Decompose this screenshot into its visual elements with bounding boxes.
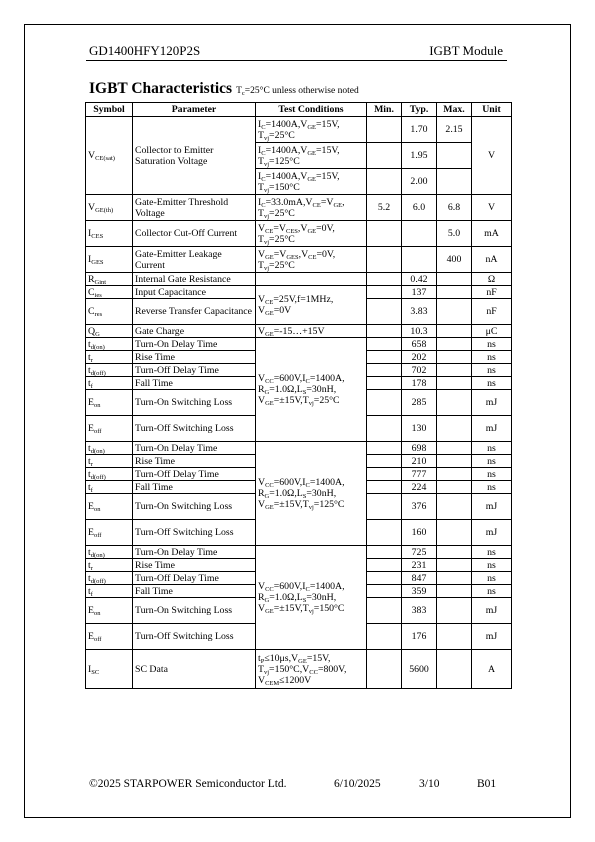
- min-cell: [367, 377, 402, 390]
- max-cell: 400: [437, 247, 472, 273]
- symbol-cell: $R_{Gint}$: [86, 273, 133, 286]
- min-cell: [367, 494, 402, 520]
- max-cell: [437, 364, 472, 377]
- table-row: [86, 117, 512, 143]
- max-cell: [437, 273, 472, 286]
- typ-cell: 3.83: [402, 299, 437, 325]
- switching-section: [86, 338, 512, 650]
- max-cell: [437, 624, 472, 650]
- symbol-cell: $Q_G$: [86, 325, 133, 338]
- col-typ: Typ.: [402, 103, 437, 117]
- table-row: [86, 195, 512, 221]
- symbol-cell: $E_{on}$: [86, 494, 133, 520]
- symbol-cell: $t_{d(on)}$: [86, 338, 133, 351]
- min-cell: [367, 559, 402, 572]
- unit-cell: ns: [472, 546, 512, 559]
- typ-cell: 1.70: [402, 117, 437, 143]
- unit-cell: nF: [472, 299, 512, 325]
- symbol-cell: $t_r$: [86, 455, 133, 468]
- parameter-cell: Rise Time: [133, 455, 256, 468]
- typ-cell: 777: [402, 468, 437, 481]
- parameter-cell: Gate-Emitter Threshold Voltage: [133, 195, 256, 221]
- condition-cell: $I_C=1400A,V_{GE}=15V$, $T_{vj}=125^\circ C$: [256, 143, 367, 169]
- typ-cell: 725: [402, 546, 437, 559]
- typ-cell: [402, 221, 437, 247]
- footer-copyright: ©2025 STARPOWER Semiconductor Ltd.: [89, 778, 287, 790]
- typ-cell: 2.00: [402, 169, 437, 195]
- min-cell: [367, 169, 402, 195]
- condition-cell: $V_{CE}=25V,f=1MHz$, $V_{GE}=0V$: [256, 286, 367, 325]
- min-cell: [367, 117, 402, 143]
- unit-cell: mJ: [472, 520, 512, 546]
- condition-cell: $t_P\le 10\mu s,V_{GE}=15V$, $T_{vj}=150^\circ C,V_{CC}=800V$, $V_{CEM}\le 1200V$: [256, 650, 367, 689]
- table-row: [86, 650, 512, 689]
- footer-revision: B01: [477, 778, 497, 790]
- symbol-cell: $V_{GE(th)}$: [86, 195, 133, 221]
- min-cell: [367, 390, 402, 416]
- symbol-cell: $t_r$: [86, 559, 133, 572]
- symbol-cell: $t_r$: [86, 351, 133, 364]
- table-row: [86, 325, 512, 338]
- table-row: [86, 546, 512, 559]
- symbol-cell: $t_f$: [86, 377, 133, 390]
- max-cell: [437, 169, 472, 195]
- min-cell: [367, 520, 402, 546]
- symbol-cell: $t_f$: [86, 481, 133, 494]
- min-cell: [367, 572, 402, 585]
- symbol-cell: $I_{CES}$: [86, 221, 133, 247]
- unit-cell: mJ: [472, 494, 512, 520]
- typ-cell: 178: [402, 377, 437, 390]
- typ-cell: 359: [402, 585, 437, 598]
- table-row: [86, 273, 512, 286]
- unit-cell: ns: [472, 338, 512, 351]
- parameter-cell: Turn-On Delay Time: [133, 338, 256, 351]
- unit-cell: nA: [472, 247, 512, 273]
- parameter-cell: Fall Time: [133, 481, 256, 494]
- typ-cell: 202: [402, 351, 437, 364]
- min-cell: [367, 143, 402, 169]
- max-cell: [437, 286, 472, 299]
- max-cell: [437, 377, 472, 390]
- min-cell: [367, 650, 402, 689]
- condition-cell: $V_{GE}=-15\dots+15V$: [256, 325, 367, 338]
- min-cell: [367, 442, 402, 455]
- condition-cell: $V_{GE}=V_{GES},V_{CE}=0V$, $T_{vj}=25^\circ C$: [256, 247, 367, 273]
- unit-cell: ns: [472, 364, 512, 377]
- symbol-cell: $t_{d(off)}$: [86, 572, 133, 585]
- symbol-cell: $E_{on}$: [86, 598, 133, 624]
- symbol-cell: $E_{on}$: [86, 390, 133, 416]
- typ-cell: 6.0: [402, 195, 437, 221]
- min-cell: [367, 455, 402, 468]
- min-cell: [367, 247, 402, 273]
- parameter-cell: Turn-On Switching Loss: [133, 390, 256, 416]
- unit-cell: nF: [472, 286, 512, 299]
- part-number: GD1400HFY120P2S: [89, 43, 201, 58]
- min-cell: [367, 221, 402, 247]
- symbol-cell: $C_{ies}$: [86, 286, 133, 299]
- parameter-cell: Turn-Off Delay Time: [133, 364, 256, 377]
- table-header-row: [86, 103, 512, 117]
- min-cell: [367, 364, 402, 377]
- unit-cell: mJ: [472, 416, 512, 442]
- min-cell: [367, 286, 402, 299]
- condition-cell: $V_{CE}=V_{CES},V_{GE}=0V$, $T_{vj}=25^\circ C$: [256, 221, 367, 247]
- max-cell: [437, 416, 472, 442]
- typ-cell: 176: [402, 624, 437, 650]
- min-cell: [367, 624, 402, 650]
- max-cell: 5.0: [437, 221, 472, 247]
- min-cell: [367, 416, 402, 442]
- typ-cell: 285: [402, 390, 437, 416]
- max-cell: [437, 559, 472, 572]
- typ-cell: 5600: [402, 650, 437, 689]
- condition-cell: $V_{CC}=600V,I_C=1400A$, $R_G=1.0\Omega,L_S=30nH$, $V_{GE}=\pm 15V,T_{vj}=25^\circ C$: [256, 338, 367, 442]
- max-cell: [437, 351, 472, 364]
- unit-cell: μC: [472, 325, 512, 338]
- unit-cell: A: [472, 650, 512, 689]
- symbol-cell: $t_f$: [86, 585, 133, 598]
- parameter-cell: Gate Charge: [133, 325, 256, 338]
- max-cell: [437, 455, 472, 468]
- condition-cell: $I_C=1400A,V_{GE}=15V$, $T_{vj}=150^\circ C$: [256, 169, 367, 195]
- col-parameter: Parameter: [133, 103, 256, 117]
- typ-cell: 137: [402, 286, 437, 299]
- symbol-cell: $t_{d(on)}$: [86, 442, 133, 455]
- parameter-cell: SC Data: [133, 650, 256, 689]
- max-cell: [437, 143, 472, 169]
- unit-cell: ns: [472, 455, 512, 468]
- max-cell: [437, 546, 472, 559]
- table-row: [86, 247, 512, 273]
- typ-cell: 210: [402, 455, 437, 468]
- parameter-cell: Turn-Off Switching Loss: [133, 520, 256, 546]
- parameter-cell: Turn-On Switching Loss: [133, 494, 256, 520]
- table-row: [86, 221, 512, 247]
- col-max: Max.: [437, 103, 472, 117]
- unit-cell: ns: [472, 559, 512, 572]
- unit-cell: ns: [472, 481, 512, 494]
- unit-cell: mJ: [472, 390, 512, 416]
- parameter-cell: Fall Time: [133, 585, 256, 598]
- max-cell: [437, 390, 472, 416]
- table-row: [86, 338, 512, 351]
- parameter-cell: Rise Time: [133, 559, 256, 572]
- typ-cell: [402, 247, 437, 273]
- max-cell: [437, 494, 472, 520]
- parameter-cell: Turn-Off Switching Loss: [133, 416, 256, 442]
- symbol-cell: $I_{GES}$: [86, 247, 133, 273]
- parameter-cell: Rise Time: [133, 351, 256, 364]
- parameter-cell: Collector Cut-Off Current: [133, 221, 256, 247]
- typ-cell: 0.42: [402, 273, 437, 286]
- parameter-cell: Reverse Transfer Capacitance: [133, 299, 256, 325]
- symbol-cell: $C_{res}$: [86, 299, 133, 325]
- header-divider: [86, 60, 507, 61]
- condition-cell: [256, 273, 367, 286]
- typ-cell: 702: [402, 364, 437, 377]
- section-heading: IGBT Characteristics: [89, 80, 233, 97]
- col-test-conditions: Test Conditions: [256, 103, 367, 117]
- unit-cell: ns: [472, 377, 512, 390]
- symbol-cell: $E_{off}$: [86, 520, 133, 546]
- max-cell: [437, 299, 472, 325]
- max-cell: [437, 598, 472, 624]
- typ-cell: 658: [402, 338, 437, 351]
- typ-cell: 698: [402, 442, 437, 455]
- parameter-cell: Input Capacitance: [133, 286, 256, 299]
- condition-cell: $I_C=33.0mA,V_{CE}=V_{GE}$, $T_{vj}=25^\circ C$: [256, 195, 367, 221]
- typ-cell: 10.3: [402, 325, 437, 338]
- footer-page-number: 3/10: [419, 778, 440, 790]
- parameter-cell: Collector to Emitter Saturation Voltage: [133, 117, 256, 195]
- col-unit: Unit: [472, 103, 512, 117]
- unit-cell: V: [472, 195, 512, 221]
- unit-cell: V: [472, 117, 512, 195]
- symbol-cell: $E_{off}$: [86, 416, 133, 442]
- unit-cell: Ω: [472, 273, 512, 286]
- condition-cell: $V_{CC}=600V,I_C=1400A$, $R_G=1.0\Omega,L_S=30nH$, $V_{GE}=\pm 15V,T_{vj}=125^\circ C$: [256, 442, 367, 546]
- unit-cell: ns: [472, 585, 512, 598]
- symbol-cell: $I_{SC}$: [86, 650, 133, 689]
- document-type: IGBT Module: [429, 43, 503, 58]
- section-title: [89, 80, 359, 98]
- section-condition: $T_c=25^\circ C$ unless otherwise noted: [236, 86, 359, 97]
- symbol-cell: $t_{d(off)}$: [86, 364, 133, 377]
- max-cell: [437, 325, 472, 338]
- min-cell: 5.2: [367, 195, 402, 221]
- min-cell: [367, 468, 402, 481]
- typ-cell: 376: [402, 494, 437, 520]
- max-cell: [437, 650, 472, 689]
- parameter-cell: Turn-On Delay Time: [133, 546, 256, 559]
- condition-cell: $I_C=1400A,V_{GE}=15V$, $T_{vj}=25^\circ C$: [256, 117, 367, 143]
- unit-cell: mJ: [472, 598, 512, 624]
- parameter-cell: Turn-On Delay Time: [133, 442, 256, 455]
- unit-cell: ns: [472, 351, 512, 364]
- symbol-cell: $V_{CE(sat)}$: [86, 117, 133, 195]
- symbol-cell: $t_{d(off)}$: [86, 468, 133, 481]
- typ-cell: 1.95: [402, 143, 437, 169]
- typ-cell: 160: [402, 520, 437, 546]
- footer-date: 6/10/2025: [334, 778, 381, 790]
- unit-cell: mJ: [472, 624, 512, 650]
- typ-cell: 383: [402, 598, 437, 624]
- col-symbol: Symbol: [86, 103, 133, 117]
- typ-cell: 231: [402, 559, 437, 572]
- parameter-cell: Turn-Off Delay Time: [133, 572, 256, 585]
- max-cell: [437, 585, 472, 598]
- parameter-cell: Turn-On Switching Loss: [133, 598, 256, 624]
- min-cell: [367, 598, 402, 624]
- unit-cell: ns: [472, 468, 512, 481]
- max-cell: 2.15: [437, 117, 472, 143]
- max-cell: [437, 468, 472, 481]
- unit-cell: ns: [472, 442, 512, 455]
- typ-cell: 130: [402, 416, 437, 442]
- min-cell: [367, 299, 402, 325]
- min-cell: [367, 338, 402, 351]
- igbt-characteristics-table: [85, 102, 512, 689]
- parameter-cell: Internal Gate Resistance: [133, 273, 256, 286]
- min-cell: [367, 585, 402, 598]
- min-cell: [367, 325, 402, 338]
- min-cell: [367, 273, 402, 286]
- max-cell: [437, 572, 472, 585]
- max-cell: [437, 442, 472, 455]
- min-cell: [367, 351, 402, 364]
- unit-cell: mA: [472, 221, 512, 247]
- parameter-cell: Turn-Off Delay Time: [133, 468, 256, 481]
- parameter-cell: Turn-Off Switching Loss: [133, 624, 256, 650]
- symbol-cell: $t_{d(on)}$: [86, 546, 133, 559]
- parameter-cell: Gate-Emitter Leakage Current: [133, 247, 256, 273]
- typ-cell: 224: [402, 481, 437, 494]
- table-row: [86, 442, 512, 455]
- col-min: Min.: [367, 103, 402, 117]
- unit-cell: ns: [472, 572, 512, 585]
- max-cell: [437, 481, 472, 494]
- condition-cell: $V_{CC}=600V,I_C=1400A$, $R_G=1.0\Omega,L_S=30nH$, $V_{GE}=\pm 15V,T_{vj}=150^\circ C$: [256, 546, 367, 650]
- parameter-cell: Fall Time: [133, 377, 256, 390]
- table-row: [86, 286, 512, 299]
- min-cell: [367, 546, 402, 559]
- max-cell: [437, 338, 472, 351]
- max-cell: 6.8: [437, 195, 472, 221]
- symbol-cell: $E_{off}$: [86, 624, 133, 650]
- max-cell: [437, 520, 472, 546]
- min-cell: [367, 481, 402, 494]
- typ-cell: 847: [402, 572, 437, 585]
